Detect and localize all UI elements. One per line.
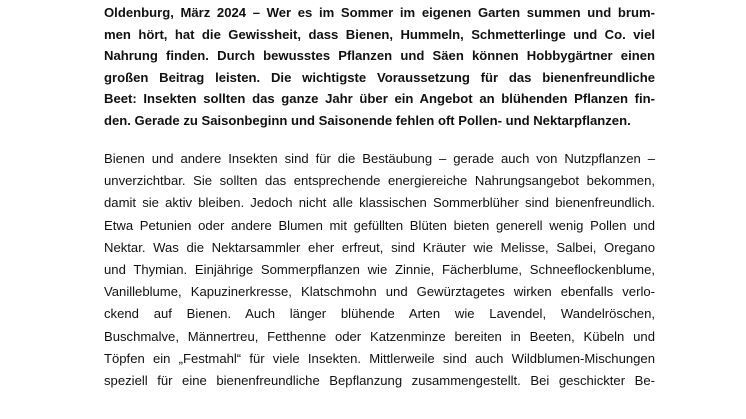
body-line: speziell für eine bienenfreundliche Bepflanzung zusammengestellt. Bei geschickter Be- — [104, 373, 655, 389]
body-line: Vanilleblume, Kapuzinerkresse, Klatschmohn und Gewürztagetes wirken ebenfalls verlo- — [104, 284, 655, 300]
lead-line: Oldenburg, März 2024 – Wer es im Sommer im eigenen Garten summen und brum- — [104, 5, 655, 20]
body-line: unverzichtbar. Sie sollten das entsprechende energiereiche Nahrungsangebot bekommen, — [104, 173, 655, 189]
body-line: Töpfen ein „Festmahl“ für viele Insekten. Mittlerweile sind auch Wildblumen-Mischungen — [104, 350, 655, 366]
lead-line: den. Gerade zu Saisonbeginn und Saisonende fehlen oft Pollen- und Nektarpflanzen. — [104, 112, 631, 128]
body-line: Nektar. Was die Nektarsammler eher erfreut, sind Kräuter wie Melisse, Salbei, Oregano — [104, 239, 655, 255]
body-paragraph — [104, 148, 655, 392]
lead-line: Beet: Insekten sollten das ganze Jahr über ein Angebot an blühenden Pflanzen fin- — [104, 91, 655, 107]
body-line: Etwa Petunien oder andere Blumen mit gefüllten Blüten bieten generell wenig Pollen und — [104, 217, 655, 233]
body-line: Buschmalve, Männertreu, Fetthenne oder Katzenminze bereiten in Beeten, Kübeln und — [104, 328, 655, 344]
lead-paragraph — [104, 2, 655, 132]
body-line: damit sie aktiv bleiben. Jedoch nicht alle klassischen Sommerblüher sind bienenfreundlich. — [104, 195, 655, 211]
lead-line: Nahrung finden. Durch bewusstes Pflanzen und Säen können Hobbygärtner einen — [104, 48, 655, 64]
body-line: Bienen und andere Insekten sind für die Bestäubung – gerade auch von Nutzpflanzen – — [104, 151, 655, 166]
body-line: und Thymian. Einjährige Sommerpflanzen wie Zinnie, Fächerblume, Schneeflockenblume, — [104, 262, 655, 278]
lead-line: men hört, hat die Gewissheit, dass Bienen, Hummeln, Schmetterlinge und Co. viel — [104, 26, 655, 42]
lead-line: großen Beitrag leisten. Die wichtigste Voraussetzung für das bienenfreundliche — [104, 69, 655, 85]
body-line: ckend auf Bienen. Auch länger blühende Arten wie Lavendel, Wandelröschen, — [104, 306, 655, 322]
